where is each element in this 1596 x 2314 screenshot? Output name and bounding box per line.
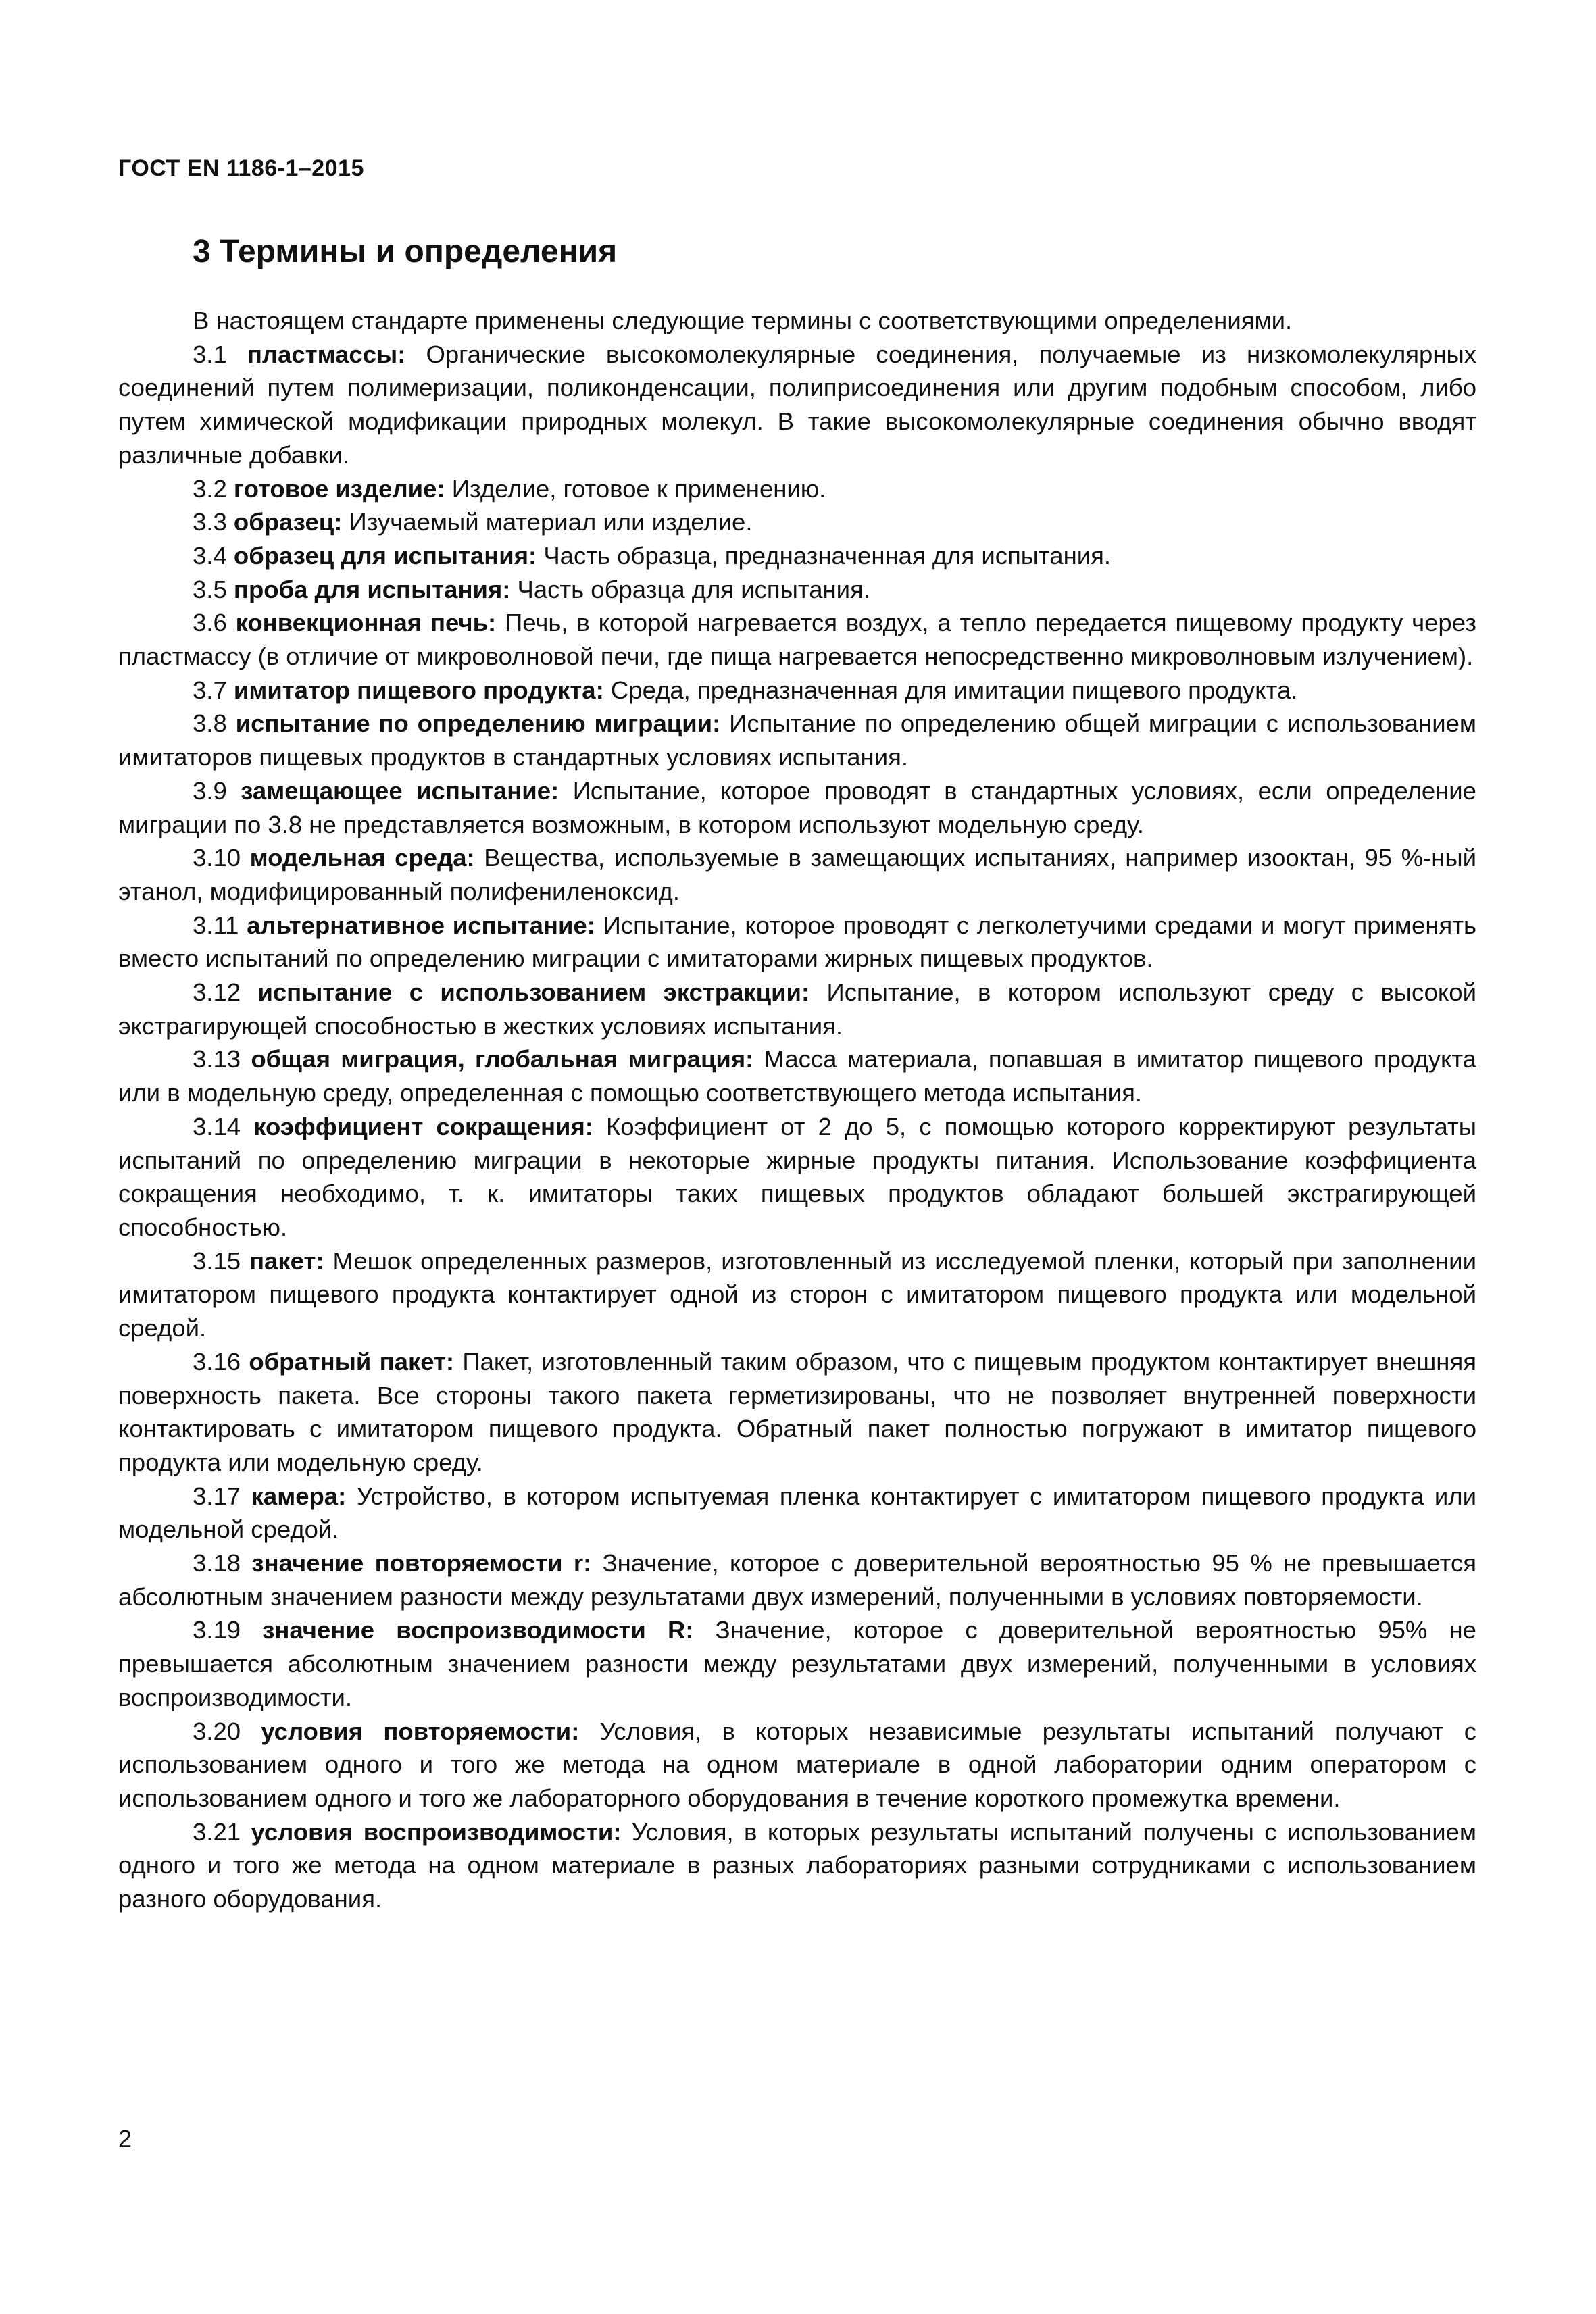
term-number: 3.5 xyxy=(193,575,227,603)
term-definition: Испытание, которое проводят с легколетучими средами и могут применять вместо испытаний по определению миграции с имитаторами жирных пищевых продуктов. xyxy=(118,911,1476,973)
term-name: обратный пакет: xyxy=(249,1347,455,1376)
term-entry xyxy=(118,1546,1476,1613)
term-name: конвекционная печь: xyxy=(235,609,497,637)
term-definition: Значение, которое с доверительной вероятностью 95 % не превышается абсолютным значением разности между результатами двух измерений, полученными в условиях повторяемости. xyxy=(118,1549,1476,1611)
term-name: готовое изделие: xyxy=(233,474,445,503)
term-name: общая миграция, глобальная миграция: xyxy=(251,1045,754,1074)
page-number: 2 xyxy=(118,2125,132,2153)
term-entry xyxy=(118,472,1476,506)
term-definition: Органические высокомолекулярные соединения, получаемые из низкомолекулярных соединений путем полимеризации, поликонденсации, полиприсоединения или другим подобным способом, либо путем химической модификации природных молекул. В такие высокомолекулярные соединения обычно вводят различные добавки. xyxy=(118,340,1476,469)
term-definition: Среда, предназначенная для имитации пищевого продукта. xyxy=(610,676,1298,704)
term-definition: Испытание, в котором используют среду с высокой экстрагирующей способностью в жестких условиях испытания. xyxy=(118,978,1476,1040)
term-number: 3.4 xyxy=(193,541,227,570)
term-entry xyxy=(118,774,1476,841)
term-entry xyxy=(118,539,1476,573)
term-entry xyxy=(118,1715,1476,1815)
term-number: 3.10 xyxy=(193,844,241,872)
term-number: 3.20 xyxy=(193,1717,241,1745)
term-number: 3.1 xyxy=(193,340,227,368)
term-number: 3.21 xyxy=(193,1817,241,1846)
term-definition: Изделие, готовое к применению. xyxy=(451,474,826,503)
term-definition: Мешок определенных размеров, изготовленный из исследуемой пленки, который при заполнении имитатором пищевого продукта контактирует одной из сторон с имитатором пищевого продукта или модельной средой. xyxy=(118,1247,1476,1342)
term-name: альтернативное испытание: xyxy=(247,911,595,939)
term-name: замещающее испытание: xyxy=(241,776,559,805)
term-entry xyxy=(118,707,1476,774)
term-name: пакет: xyxy=(249,1247,324,1275)
term-entry xyxy=(118,976,1476,1042)
term-number: 3.9 xyxy=(193,776,227,805)
term-entry xyxy=(118,909,1476,976)
term-definition: Испытание по определению общей миграции с использованием имитаторов пищевых продуктов в стандартных условиях испытания. xyxy=(118,709,1476,772)
term-entry xyxy=(118,1613,1476,1714)
term-definition: Пакет, изготовленный таким образом, что с пищевым продуктом контактирует внешняя поверхность пакета. Все стороны такого пакета герметизированы, что не позволяет внутренней поверхности контактировать с имитатором пищевого продукта. Обратный пакет полностью погружают в имитатор пищевого продукта или модельную среду. xyxy=(118,1347,1476,1476)
term-entry xyxy=(118,338,1476,472)
term-definition: Условия, в которых независимые результаты испытаний получают с использованием одного и того же метода на одном материале в одной лаборатории одним оператором с использованием одного и того же лабораторного оборудования в течение короткого промежутка времени. xyxy=(118,1717,1476,1812)
term-name: пластмассы: xyxy=(247,340,406,368)
term-entry xyxy=(118,1110,1476,1244)
term-number: 3.2 xyxy=(193,474,227,503)
term-entry xyxy=(118,674,1476,707)
term-name: камера: xyxy=(251,1482,347,1510)
term-entry xyxy=(118,505,1476,539)
term-definition: Часть образца для испытания. xyxy=(517,575,870,603)
term-definition: Условия, в которых результаты испытаний получены с использованием одного и того же метода на одном материале в разных лабораториях разными сотрудниками с использованием разного оборудования. xyxy=(118,1817,1476,1913)
term-number: 3.13 xyxy=(193,1045,241,1074)
term-number: 3.17 xyxy=(193,1482,241,1510)
term-definition: Часть образца, предназначенная для испытания. xyxy=(543,541,1112,570)
term-name: образец для испытания: xyxy=(233,541,537,570)
term-name: значение повторяемости r: xyxy=(251,1549,592,1578)
term-number: 3.19 xyxy=(193,1616,241,1644)
term-number: 3.11 xyxy=(193,911,239,939)
term-definition: Печь, в которой нагревается воздух, а тепло передается пищевому продукту через пластмассу (в отличие от микроволновой печи, где пища нагревается непосредственно микроволновым излучением). xyxy=(118,609,1476,671)
term-number: 3.12 xyxy=(193,978,241,1007)
definitions-body xyxy=(118,304,1476,1916)
term-entry xyxy=(118,1480,1476,1546)
term-name: условия повторяемости: xyxy=(261,1717,580,1745)
term-entry xyxy=(118,606,1476,673)
term-number: 3.7 xyxy=(193,676,227,704)
term-number: 3.14 xyxy=(193,1112,241,1140)
term-name: испытание с использованием экстракции: xyxy=(257,978,810,1007)
term-number: 3.6 xyxy=(193,609,227,637)
term-number: 3.15 xyxy=(193,1247,241,1275)
term-entry xyxy=(118,1815,1476,1916)
term-name: модельная среда: xyxy=(249,844,475,872)
term-definition: Изучаемый материал или изделие. xyxy=(349,508,753,536)
term-definition: Масса материала, попавшая в имитатор пищевого продукта или в модельную среду, определенная с помощью соответствующего метода испытания. xyxy=(118,1045,1476,1107)
term-name: коэффициент сокращения: xyxy=(253,1112,593,1140)
term-entry xyxy=(118,841,1476,908)
term-number: 3.3 xyxy=(193,508,227,536)
term-name: образец: xyxy=(233,508,343,536)
term-name: испытание по определению миграции: xyxy=(235,709,721,738)
term-entry xyxy=(118,573,1476,607)
standard-designation: ГОСТ EN 1186-1–2015 xyxy=(118,155,364,181)
term-number: 3.16 xyxy=(193,1347,241,1376)
term-entry xyxy=(118,1345,1476,1480)
term-name: условия воспроизводимости: xyxy=(251,1817,622,1846)
term-entry xyxy=(118,1244,1476,1345)
term-name: имитатор пищевого продукта: xyxy=(233,676,604,704)
section-title: 3 Термины и определения xyxy=(193,234,618,270)
term-entry xyxy=(118,1042,1476,1109)
term-number: 3.8 xyxy=(193,709,227,738)
term-definition: Значение, которое с доверительной вероятностью 95% не превышается абсолютным значением разности между результатами двух измерений, полученными в условиях воспроизводимости. xyxy=(118,1616,1476,1711)
term-name: проба для испытания: xyxy=(233,575,511,603)
term-number: 3.18 xyxy=(193,1549,241,1578)
term-definition: Вещества, используемые в замещающих испытаниях, например изооктан, 95 %-ный этанол, модифицированный полифениленоксид. xyxy=(118,844,1476,905)
intro-paragraph: В настоящем стандарте применены следующие термины с соответствующими определениями. xyxy=(193,307,1293,334)
term-definition: Устройство, в котором испытуемая пленка контактирует с имитатором пищевого продукта или модельной средой. xyxy=(118,1482,1476,1544)
term-name: значение воспроизводимости R: xyxy=(262,1616,694,1644)
terms-list xyxy=(118,338,1476,1916)
term-definition: Коэффициент от 2 до 5, с помощью которого корректируют результаты испытаний по определению миграции в некоторые жирные продукты питания. Использование коэффициента сокращения необходимо, т. к. имитаторы таких пищевых продуктов обладают большей экстрагирующей способностью. xyxy=(118,1112,1476,1241)
term-definition: Испытание, которое проводят в стандартных условиях, если определение миграции по 3.8 не представляется возможным, в котором используют модельную среду. xyxy=(118,776,1476,838)
